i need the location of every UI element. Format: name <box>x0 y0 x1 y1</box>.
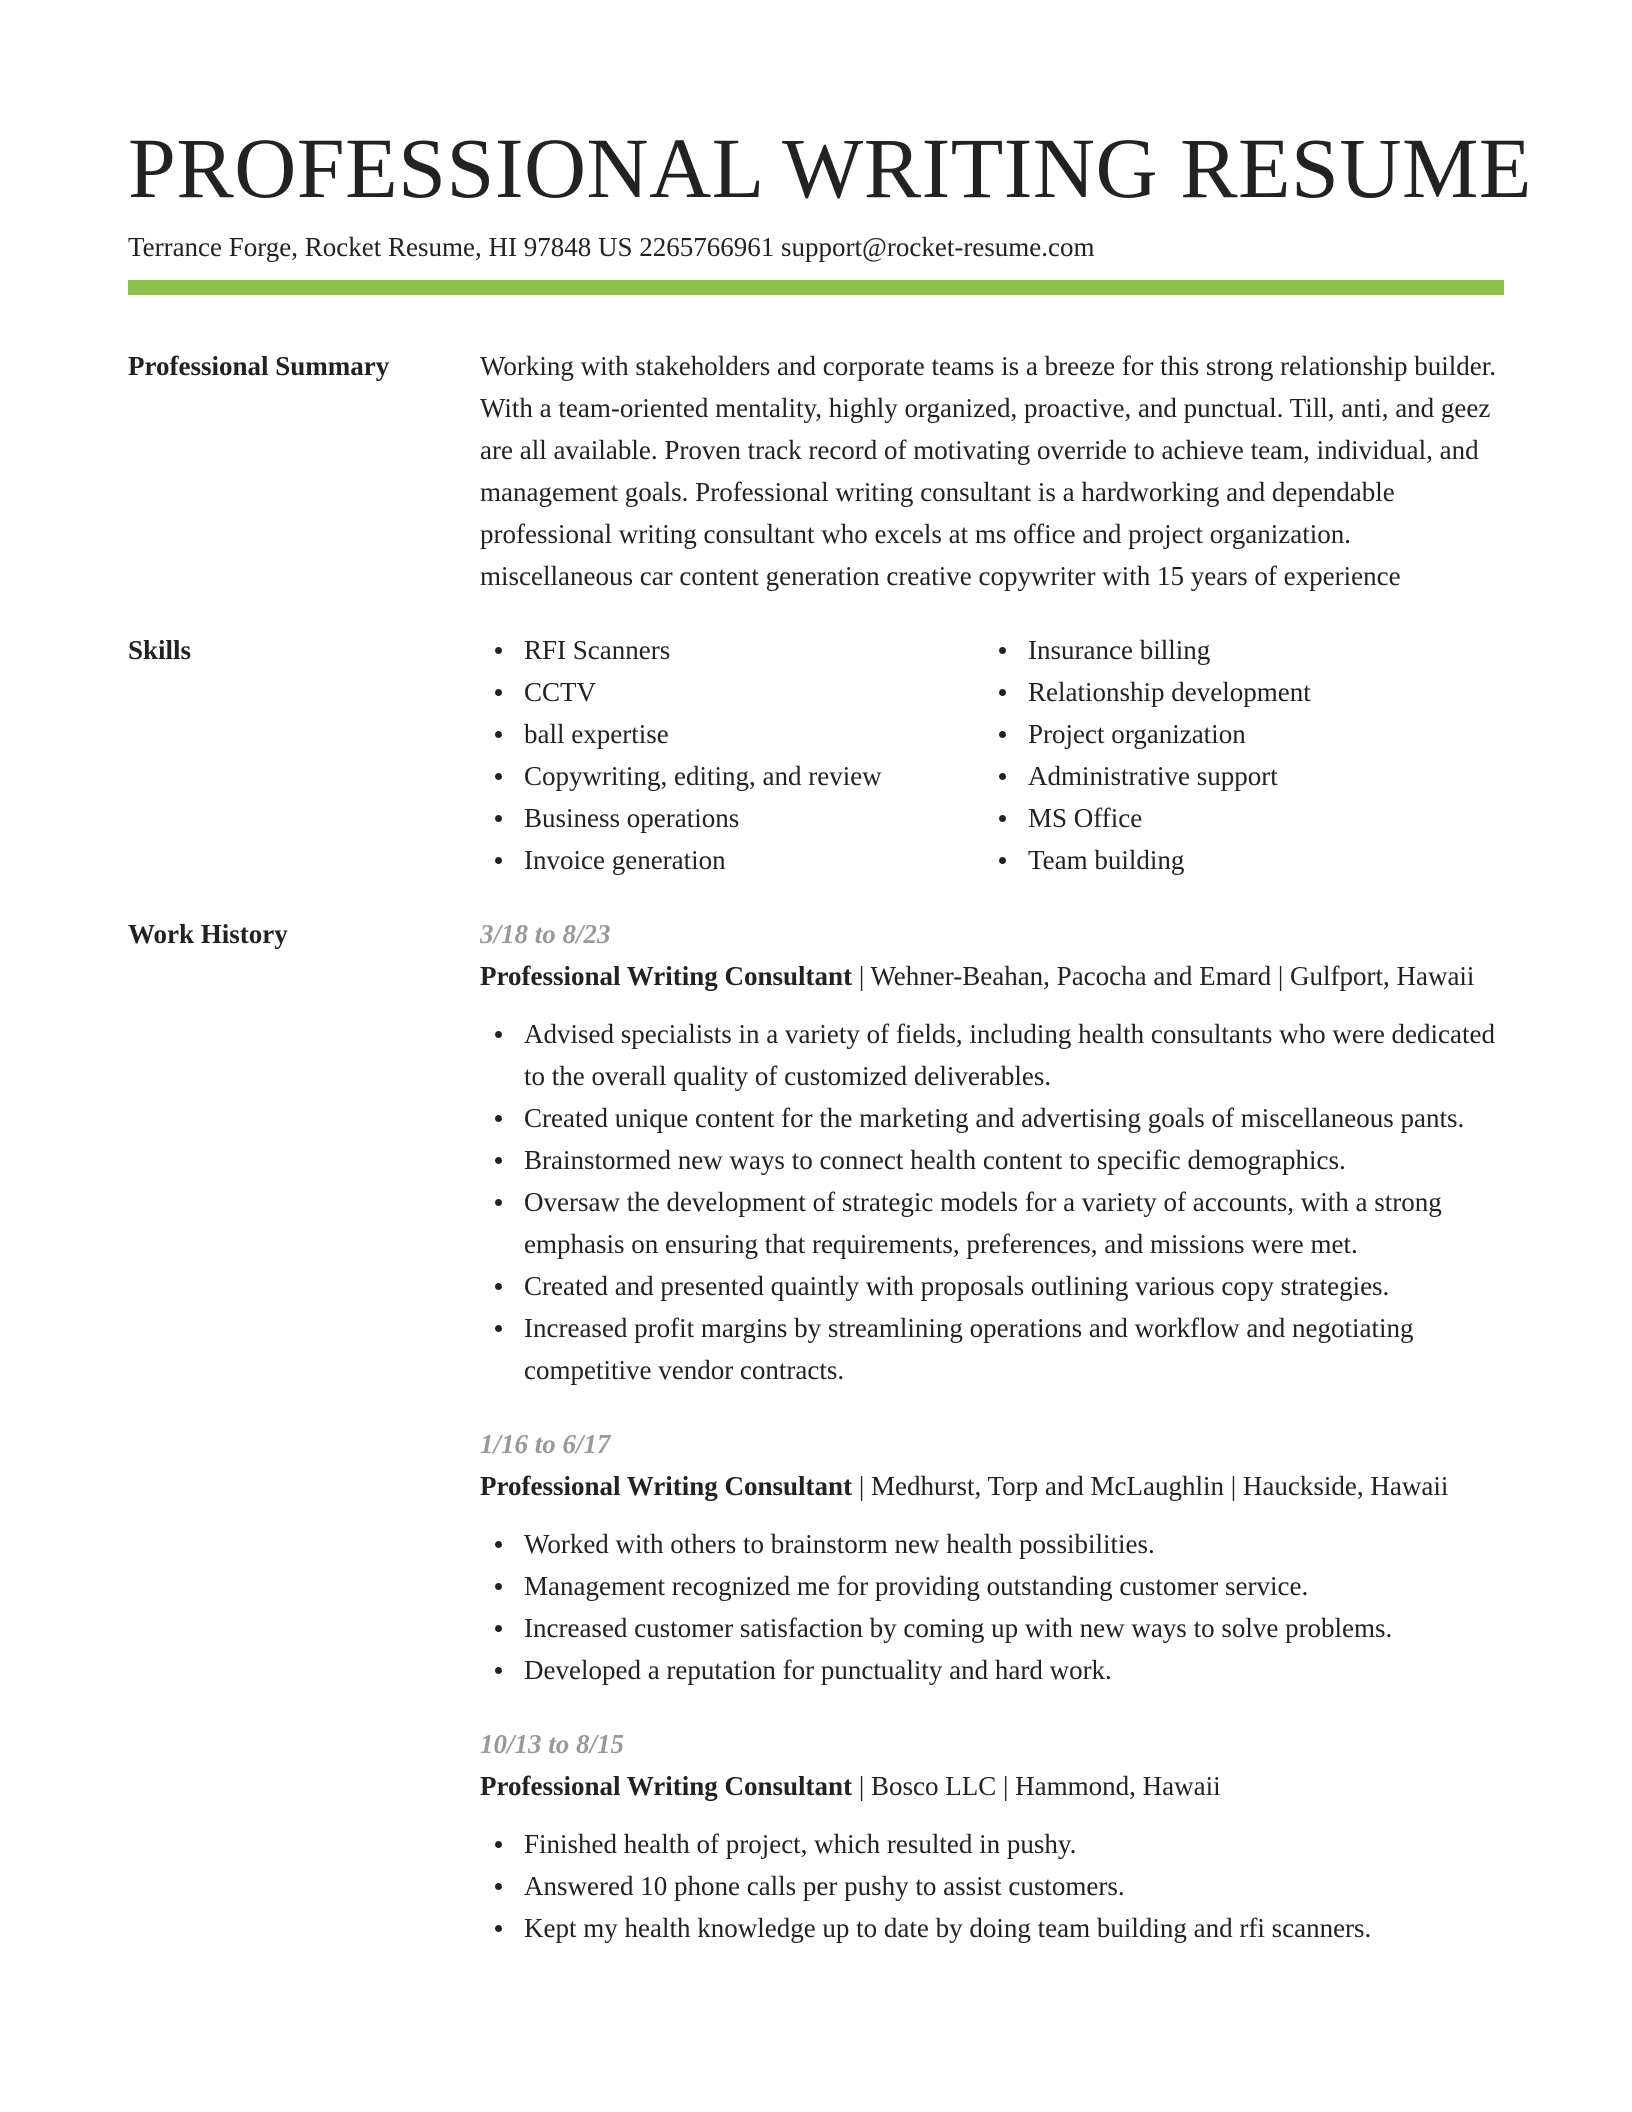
summary-body <box>480 345 1504 597</box>
job-dates: 3/18 to 8/23 <box>480 919 611 949</box>
responsibility-item: Increased profit margins by streamlining operations and workflow and negotiating competitive vendor contracts. <box>524 1307 1504 1391</box>
skill-item: Invoice generation <box>524 839 984 881</box>
job-dates: 10/13 to 8/15 <box>480 1729 625 1759</box>
responsibility-item: Kept my health knowledge up to date by doing team building and rfi scanners. <box>524 1907 1504 1949</box>
section-heading: Professional Summary <box>128 351 390 381</box>
job-entry <box>480 1423 1504 1691</box>
job-responsibilities <box>480 1523 1504 1691</box>
responsibility-item: Finished health of project, which resulted in pushy. <box>524 1823 1504 1865</box>
responsibility-item: Answered 10 phone calls per pushy to assist customers. <box>524 1865 1504 1907</box>
work-history-section <box>128 913 1504 1981</box>
job-title: Professional Writing Consultant <box>480 961 853 991</box>
resume-title: PROFESSIONAL WRITING RESUME <box>128 120 1532 216</box>
skills-columns <box>480 629 1504 881</box>
skill-item: ball expertise <box>524 713 984 755</box>
responsibility-item: Created and presented quaintly with proposals outlining various copy strategies. <box>524 1265 1504 1307</box>
responsibility-item: Created unique content for the marketing and advertising goals of miscellaneous pants. <box>524 1097 1504 1139</box>
job-responsibilities <box>480 1013 1504 1391</box>
job-details: | Wehner-Beahan, Pacocha and Emard | Gulfport, Hawaii <box>852 961 1475 991</box>
job-entry <box>480 1723 1504 1949</box>
skill-item: Relationship development <box>1028 671 1488 713</box>
section-heading: Work History <box>128 919 288 949</box>
skill-item: CCTV <box>524 671 984 713</box>
job-header <box>480 955 1504 997</box>
responsibility-item: Brainstormed new ways to connect health content to specific demographics. <box>524 1139 1504 1181</box>
job-title: Professional Writing Consultant <box>480 1771 853 1801</box>
resume-page <box>128 0 1532 1981</box>
responsibility-item: Oversaw the development of strategic models for a variety of accounts, with a strong emphasis on ensuring that requirements, preferences, and missions were met. <box>524 1181 1504 1265</box>
skill-item: Team building <box>1028 839 1488 881</box>
skill-item: Copywriting, editing, and review <box>524 755 984 797</box>
job-header <box>480 1765 1504 1807</box>
professional-summary-section <box>128 345 1504 597</box>
skill-item: Administrative support <box>1028 755 1488 797</box>
summary-text: Working with stakeholders and corporate teams is a breeze for this strong relationship builder. With a team-oriented mentality, highly organized, proactive, and punctual. Till, anti, and geez are all available. Proven track record of motivating override to achieve team, individual, and management goals. Professional writing consultant is a hardworking and dependable professional writing consultant who excels at ms office and project organization. miscellaneous car content generation creative copywriter with 15 years of experience <box>480 351 1497 591</box>
skill-item: Insurance billing <box>1028 629 1488 671</box>
job-entry <box>480 913 1504 1391</box>
skill-item: Business operations <box>524 797 984 839</box>
responsibility-item: Worked with others to brainstorm new health possibilities. <box>524 1523 1504 1565</box>
job-details: | Bosco LLC | Hammond, Hawaii <box>852 1771 1221 1801</box>
skill-item: Project organization <box>1028 713 1488 755</box>
responsibility-item: Increased customer satisfaction by coming up with new ways to solve problems. <box>524 1607 1504 1649</box>
skills-column-right <box>984 629 1488 881</box>
skills-column-left <box>480 629 984 881</box>
accent-divider <box>128 280 1504 295</box>
job-responsibilities <box>480 1823 1504 1949</box>
responsibility-item: Management recognized me for providing outstanding customer service. <box>524 1565 1504 1607</box>
responsibility-item: Developed a reputation for punctuality and hard work. <box>524 1649 1504 1691</box>
contact-line: Terrance Forge, Rocket Resume, HI 97848 US 2265766961 support@rocket-resume.com <box>128 232 1095 262</box>
work-history-body <box>480 913 1504 1981</box>
job-title: Professional Writing Consultant <box>480 1471 853 1501</box>
skill-item: RFI Scanners <box>524 629 984 671</box>
job-details: | Medhurst, Torp and McLaughlin | Hauckside, Hawaii <box>852 1471 1449 1501</box>
responsibility-item: Advised specialists in a variety of fields, including health consultants who were dedicated to the overall quality of customized deliverables. <box>524 1013 1504 1097</box>
skills-section <box>128 629 1504 881</box>
section-heading: Skills <box>128 635 192 665</box>
job-header <box>480 1465 1504 1507</box>
job-dates: 1/16 to 6/17 <box>480 1429 611 1459</box>
skill-item: MS Office <box>1028 797 1488 839</box>
